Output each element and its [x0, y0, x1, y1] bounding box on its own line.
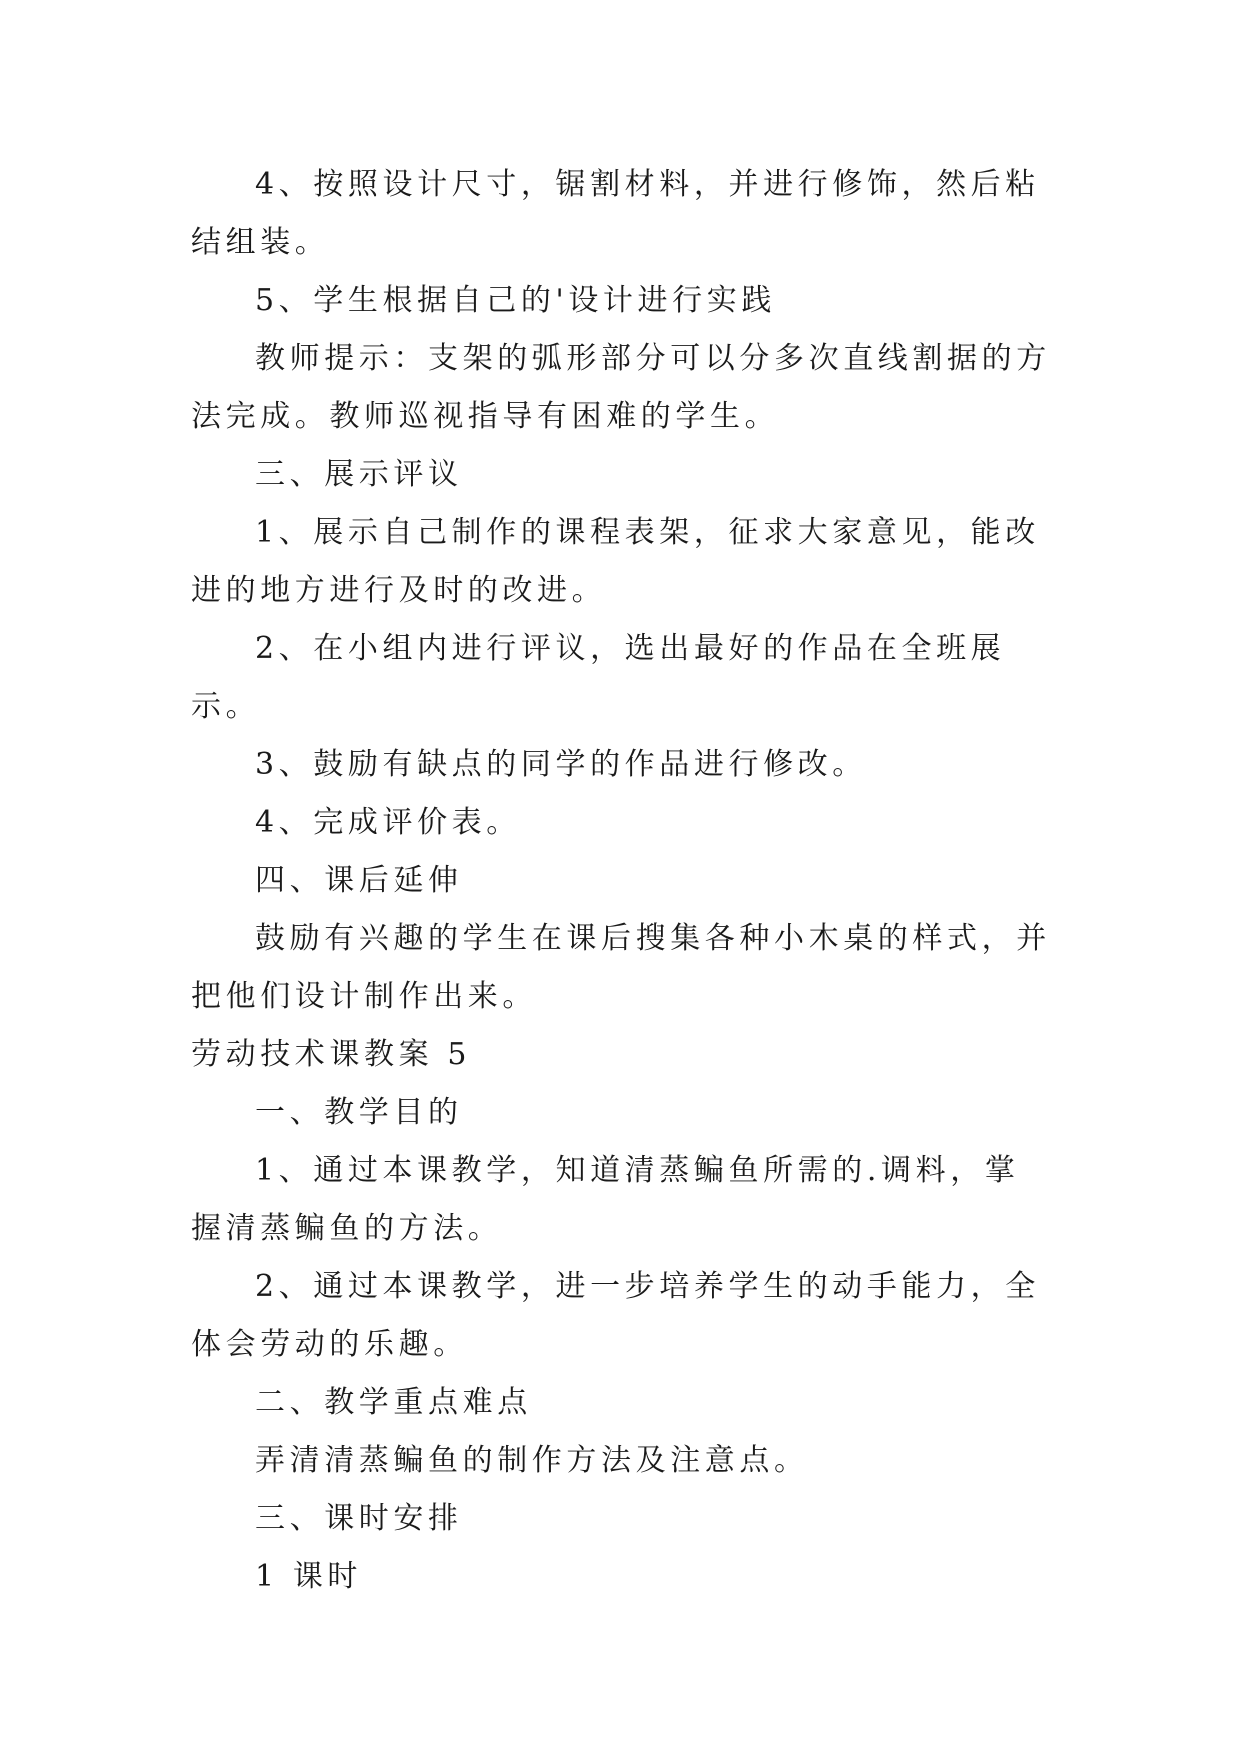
section-heading-objectives: 一、教学目的	[255, 1095, 463, 1130]
paragraph-schedule: 1 课时	[255, 1559, 363, 1594]
paragraph-objective-1: 1、通过本课教学，知道清蒸鳊鱼所需的.调料，掌握清蒸鳊鱼的方法。	[191, 1153, 1020, 1246]
section-heading-schedule: 三、课时安排	[255, 1501, 463, 1536]
document-body	[191, 156, 1053, 1606]
section-heading-extension: 四、课后延伸	[255, 863, 463, 898]
paragraph-step-5-practice: 5、学生根据自己的'设计进行实践	[255, 283, 776, 318]
lesson-plan-title: 劳动技术课教案 5	[191, 1037, 472, 1072]
paragraph-review-1: 1、展示自己制作的课程表架，征求大家意见，能改进的地方进行及时的改进。	[191, 515, 1040, 608]
section-heading-key-points: 二、教学重点难点	[255, 1385, 532, 1420]
paragraph-key-points: 弄清清蒸鳊鱼的制作方法及注意点。	[255, 1443, 809, 1478]
paragraph-review-2: 2、在小组内进行评议，选出最好的作品在全班展示。	[191, 631, 1006, 724]
paragraph-objective-2: 2、通过本课教学，进一步培养学生的动手能力，全体会劳动的乐趣。	[191, 1269, 1040, 1362]
paragraph-review-3: 3、鼓励有缺点的同学的作品进行修改。	[255, 747, 867, 782]
paragraph-review-4: 4、完成评价表。	[255, 805, 521, 840]
paragraph-teacher-tip: 教师提示：支架的弧形部分可以分多次直线割据的方法完成。教师巡视指导有困难的学生。	[191, 341, 1051, 434]
section-heading-display-review: 三、展示评议	[255, 457, 463, 492]
paragraph-extension: 鼓励有兴趣的学生在课后搜集各种小木桌的样式，并把他们设计制作出来。	[191, 921, 1051, 1014]
paragraph-step-4-assemble: 4、按照设计尺寸，锯割材料，并进行修饰，然后粘结组装。	[191, 167, 1040, 260]
